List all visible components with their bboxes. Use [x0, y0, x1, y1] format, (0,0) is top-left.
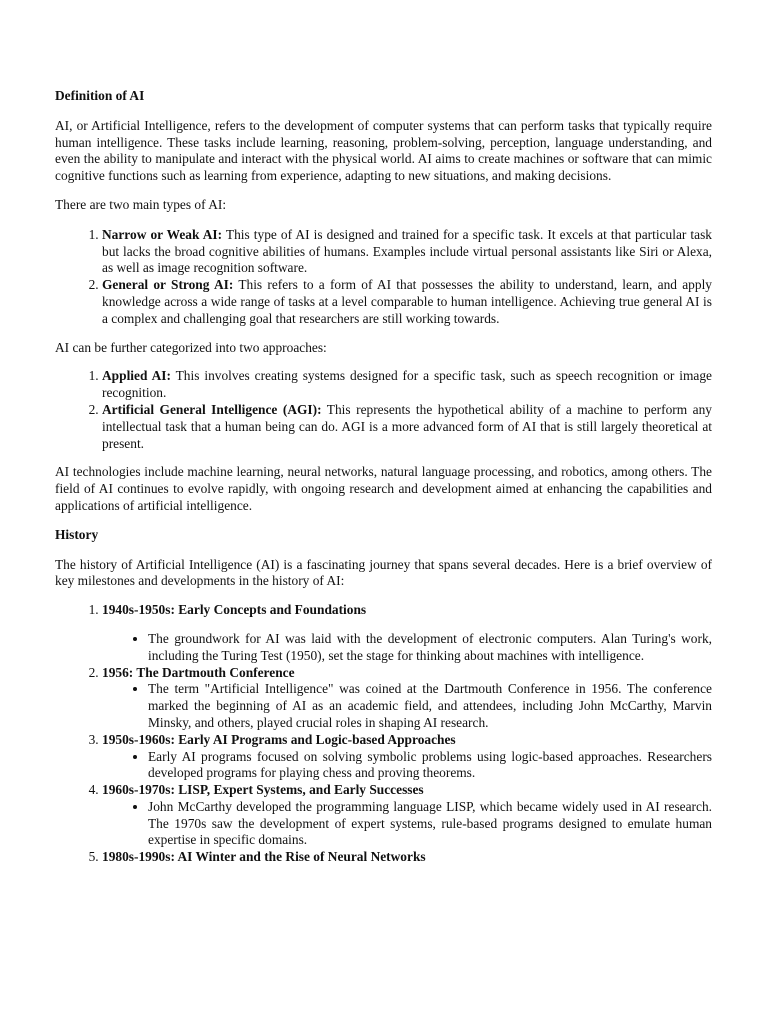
approach-term: Artificial General Intelligence (AGI):	[102, 401, 322, 417]
milestone-detail: • The term "Artificial Intelligence" was coined at the Dartmouth Conference in 1956. The conference marked the beginning of AI as an academic field, and attendees, including John McCarthy, Marvin Minsky, and others, played crucial roles in shaping AI research.	[148, 681, 712, 731]
ai-types-list	[55, 227, 712, 328]
list-item	[102, 782, 712, 849]
history-intro: The history of Artificial Intelligence (AI) is a fascinating journey that spans several decades. Here is a brief overview of key milestones and developments in the history of AI:	[55, 556, 712, 589]
ai-approaches-list	[55, 368, 712, 452]
definition-heading: Definition of AI	[55, 88, 145, 103]
milestone-title: 1940s-1950s: Early Concepts and Foundations	[102, 602, 367, 618]
definition-paragraph: AI, or Artificial Intelligence, refers to the development of computer systems that can perform tasks that typically require human intelligence. These tasks include learning, reasoning, problem-solving, perception, language understanding, and even the ability to manipulate and interact with the physical world. AI aims to create machines or software that can mimic cognitive functions such as learning from experience, adapting to new situations, and making decisions.	[55, 117, 712, 184]
document-body	[55, 88, 712, 878]
approaches-intro: AI can be further categorized into two approaches:	[55, 339, 327, 355]
list-item	[102, 368, 712, 402]
history-heading: History	[55, 526, 99, 542]
approach-text: This involves creating systems designed for a specific task, such as speech recognition or image recognition.	[102, 368, 712, 401]
types-intro: There are two main types of AI:	[55, 196, 227, 212]
type-text: This refers to a form of AI that possesses the ability to understand, learn, and apply knowledge across a wide range of tasks at a level comparable to human intelligence. Achieving true general AI is a complex and challenging goal that researchers are still working towards.	[102, 277, 712, 326]
milestone-title: 1960s-1970s: LISP, Expert Systems, and Early Successes	[102, 782, 424, 798]
approach-text: This represents the hypothetical ability of a machine to perform any intellectual task that a human being can do. AGI is a more advanced form of AI that is still largely theoretical at present.	[102, 401, 713, 451]
milestone-details	[102, 631, 712, 665]
milestone-title: 1956: The Dartmouth Conference	[102, 664, 295, 680]
type-term: Narrow or Weak AI:	[102, 226, 223, 242]
type-text: This type of AI is designed and trained for a specific task. It excels at that particular task but lacks the broad cognitive abilities of humans. Examples include virtual personal assistants like Siri or Alexa, as well as image recognition software.	[102, 226, 712, 276]
milestone-detail: • The groundwork for AI was laid with the development of electronic computers. Alan Turing's work, including the Turing Test (1950), set the stage for thinking about machines with intelligence.	[148, 631, 712, 665]
list-item	[102, 602, 712, 664]
approach-term: Applied AI:	[102, 368, 171, 384]
list-item	[102, 732, 712, 782]
type-term: General or Strong AI:	[102, 277, 234, 293]
milestone-detail: • John McCarthy developed the programming language LISP, which became widely used in AI research. The 1970s saw the development of expert systems, rule-based programs designed to emulate human expertise in specific domains.	[148, 799, 712, 849]
milestone-details	[102, 749, 712, 783]
milestone-details	[102, 799, 712, 849]
list-item	[102, 665, 712, 732]
milestone-title: 1980s-1990s: AI Winter and the Rise of Neural Networks	[102, 849, 426, 865]
milestone-details	[102, 681, 712, 731]
history-milestones-list	[55, 602, 712, 866]
list-item	[102, 227, 712, 277]
technologies-paragraph: AI technologies include machine learning, neural networks, natural language processing, and robotics, among others. The field of AI continues to evolve rapidly, with ongoing research and development aimed at enhancing the capabilities and applications of artificial intelligence.	[55, 464, 712, 513]
list-item	[102, 849, 712, 866]
milestone-title: 1950s-1960s: Early AI Programs and Logic-based Approaches	[102, 731, 456, 747]
list-item	[102, 402, 712, 452]
list-item	[102, 277, 712, 327]
milestone-detail: • Early AI programs focused on solving symbolic problems using logic-based approaches. Researchers developed programs for playing chess and proving theorems.	[148, 749, 712, 783]
